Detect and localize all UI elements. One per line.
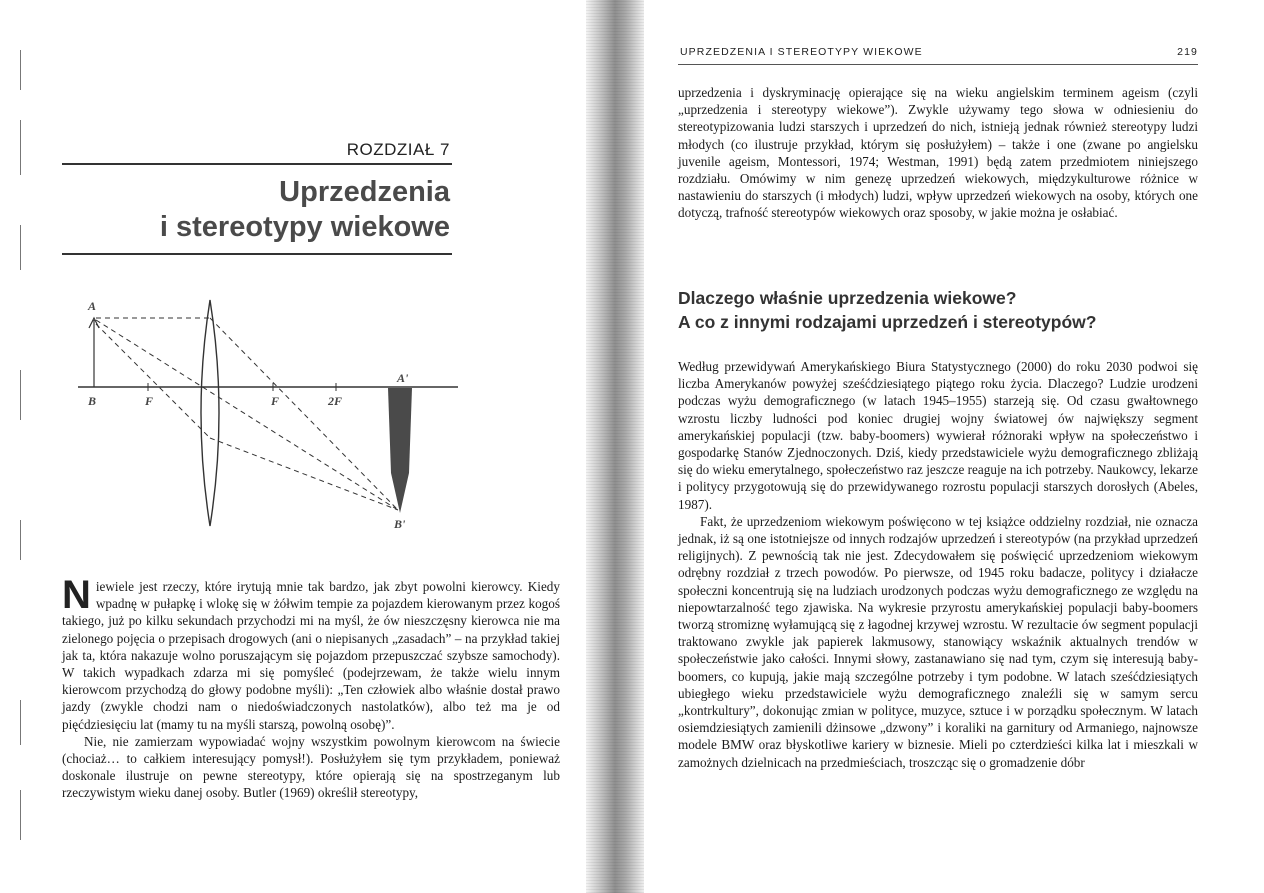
ray-focal-out: [210, 438, 398, 510]
running-head: [680, 46, 1198, 58]
intro-paragraph: uprzedzenia i dyskryminację opierające się na wieku angielskim terminem ageism (czyli „uprzedzenia i stereotypy wiekowe”). Zwykle używamy tego słowa w odniesieniu do stereotypizowania ludzi starszych i uprzedzeń do nich, istnieją jednak również stereotypy ludzi młodych (co ilustruje przykład, którym się posłużyłem) – także i one (zwane po angielsku juvenile ageism, Montessori, 1974; Westman, 1991) będą zatem przedmiotem niniejszego rozdziału. Omówimy w nim genezę uprzedzeń wiekowych, międzykulturowe różnice w nastawieniu do starszych (i młodych) ludzi, wpływ uprzedzeń wiekowych na osoby, których one dotyczą, trafność stereotypów wiekowych oraz sposoby, w jakie można je osłabiać.: [678, 85, 1198, 221]
label-b-prime: B': [394, 517, 406, 531]
ray-center: [96, 320, 398, 510]
section-heading-line1: Dlaczego właśnie uprzedzenia wiekowe?: [678, 288, 1017, 308]
section-heading: [678, 286, 1218, 334]
edge-mark: [20, 790, 21, 840]
chapter-title-line1: Uprzedzenia: [279, 176, 450, 208]
page-number: 219: [1177, 46, 1198, 58]
section-heading-line2: A co z innymi rodzajami uprzedzeń i stereotypów?: [678, 312, 1097, 332]
label-a: A: [88, 299, 97, 313]
chapter-label: ROZDZIAŁ 7: [346, 140, 450, 159]
ray-focal: [96, 324, 210, 438]
edge-mark: [20, 700, 21, 745]
edge-mark: [20, 120, 21, 175]
label-b: B: [88, 394, 97, 408]
opening-paragraph: [62, 573, 560, 733]
drop-cap: N: [62, 573, 91, 617]
edge-mark: [20, 370, 21, 420]
label-f-right: F: [271, 394, 280, 408]
right-page: [640, 0, 1264, 893]
paragraph: Według przewidywań Amerykańskiego Biura Statystycznego (2000) do roku 2030 podwoi się liczba Amerykanów powyżej sześćdziesiątego piątego roku życia. Dlaczego? Ludzie urodzeni podczas wyżu demograficznego (w latach 1945–1955) starzeją się. Od czasu gwałtownego wzrostu liczby ludności pod koniec drugiej wojny światowej ów największy segment amerykańskiej populacji (tzw. baby-boomers) wywierał różnoraki wpływ na społeczeństwo i gospodarkę Stanów Zjednoczonych. Dziś, kiedy przedstawiciele wyżu demograficznego zbliżają się do wieku emerytalnego, społeczeństwo raz jeszcze reaguje na ich potrzeby. Naukowcy, lekarze i politycy przygotowują się do przewidywanego rozrostu populacji starszych dorosłych (Abeles, 1987).: [678, 359, 1198, 512]
edge-mark: [20, 225, 21, 270]
header-rule: [678, 64, 1198, 65]
figure-labels: [87, 299, 409, 531]
edge-mark: [20, 50, 21, 90]
title-rule-bottom: [62, 253, 452, 255]
edge-mark: [20, 520, 21, 560]
paragraph: Fakt, że uprzedzeniom wiekowym poświęcono w tej książce oddzielny rozdział, nie oznacza jednak, iż są one istotniejsze od innych rodzajów uprzedzeń i stereotypów (na przykład uprzedzeń religijnych). Z pewnością tak nie jest. Zdecydowałem się poświęcić uprzedzeniom wiekowym odrębny rozdział z trzech powodów. Po pierwsze, od 1945 roku badacze, politycy i działacze społeczni koncentrują się na ludziach urodzonych podczas wyżu demograficznego ze względu na niepowtarzalność tego zjawiska. Na wykresie przyrostu amerykańskiej populacji baby-boomers tworzą stromiznę wyłamującą się z łagodnej krzywej wzrostu. W rezultacie ów segment populacji traktowano zwykle jak papierek lakmusowy, stanowiący wskaźnik aktualnych trendów w społeczeństwie jako całości. Innymi słowy, zastanawiano się nad tym, czym się interesują baby-boomers, co kupują, jakie mają szczególne potrzeby i tym podobne. W latach sześćdziesiątych ubiegłego wieku przedstawiciele wyżu demograficznego znaleźli się w samym sercu „kontrkultury”, dokonując zmian w polityce, muzyce, sztuce i w porządku społecznym. W latach osiemdziesiątych zamienili dżinsowe „dzwony” i koraliki na garnitury od Armaniego, najnowsze modele BMW oraz błyskotliwe kariery w biznesie. Mieli po czterdzieści kilka lat i mieszkali w zamożnych dzielnicach na przedmieściach, troszcząc się o gromadzenie dóbr: [678, 513, 1198, 770]
chapter-title-line2: i stereotypy wiekowe: [159, 211, 450, 243]
left-body-text: [62, 573, 560, 802]
chapter-title: [60, 175, 450, 245]
lens-diagram: [78, 288, 458, 550]
title-rule-top: [62, 163, 452, 165]
inverted-image: [388, 388, 412, 513]
label-f-left: F: [145, 394, 154, 408]
book-gutter: [586, 0, 644, 893]
label-a-prime: A': [397, 371, 409, 385]
left-page: [0, 0, 590, 893]
opening-paragraph-text: iewiele jest rzeczy, które irytują mnie tak bardzo, jak zbyt powolni kierowcy. Kiedy wpadnę w pułapkę i wlokę się w żółwim tempie za pojazdem kierowanym przez kogoś takiego, już po kilku sekundach przychodzi mi na myśl, że ów nieszczęsny kierowca nie ma zielonego pojęcia o przepisach drogowych (ani o niepisanych „zasadach” – na przykład takiej jak ta, która nakazuje wolno poruszającym się pojazdom przepuszczać szybsze samochody). W takich wypadkach zdarza mi się pomyśleć (podejrzewam, że także wielu innym kierowcom przychodzą do głowy podobne myśli): „Ten człowiek albo właśnie dostał prawo jazdy (zwykle chodzi nam o niedoświadczonych nastolatków), albo też ma je od pięćdziesięciu lat (mamy tu na myśli starszą, powolną osobę)”.: [62, 579, 560, 732]
paragraph: Nie, nie zamierzam wypowiadać wojny wszystkim powolnym kierowcom na świecie (chociaż… to całkiem interesujący pomysł!). Posłużyłem się tym przykładem, ponieważ doskonale ilustruje on pewne stereotypy, które opierają się na spostrzeganym lub rzeczywistym wieku danej osoby. Butler (1969) określił stereotypy,: [62, 733, 560, 801]
ray-refracted: [210, 318, 398, 510]
label-2f: 2F: [328, 394, 343, 408]
intro-text: [678, 84, 1198, 222]
convex-lens: [201, 300, 219, 526]
running-head-title: UPRZEDZENIA I STEREOTYPY WIEKOWE: [680, 46, 923, 58]
section-body-text: [678, 358, 1198, 771]
